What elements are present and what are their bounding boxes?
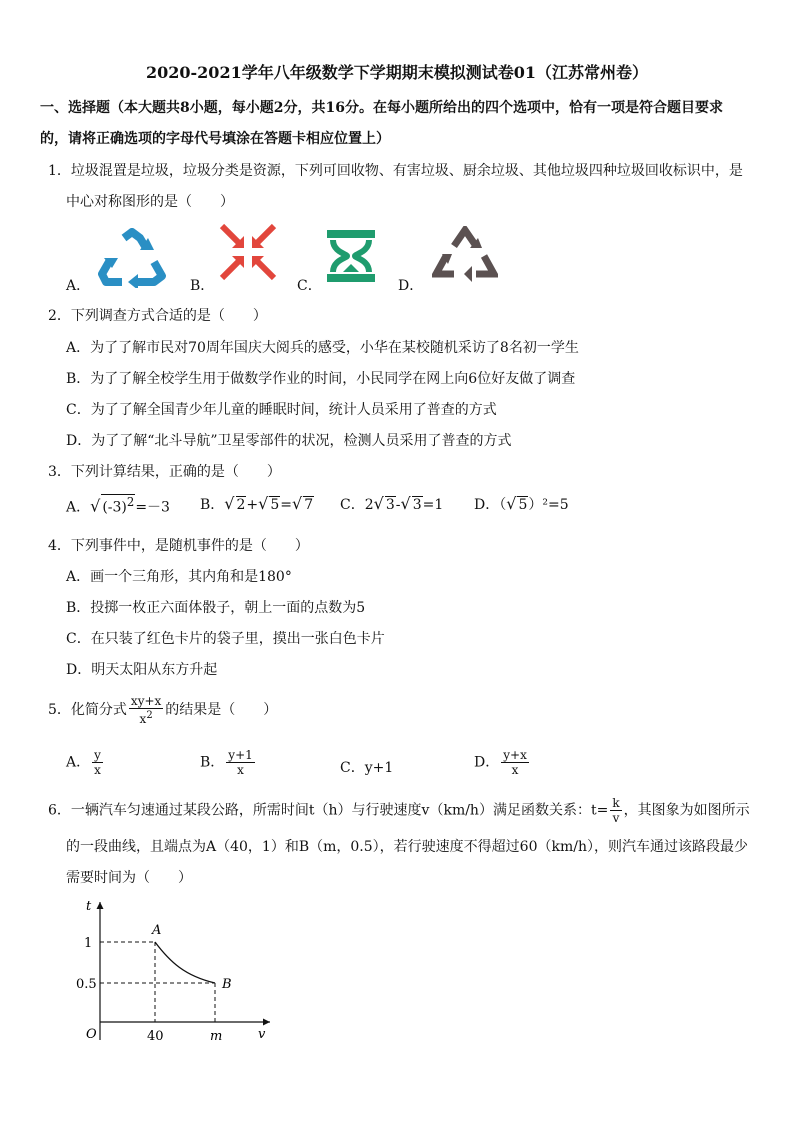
q5-option-a: A． $\frac{y}{x}$	[66, 748, 101, 777]
page-title: 2020-2021学年八年级数学下学期期末模拟测试卷01（江苏常州卷）	[146, 63, 648, 82]
other-waste-icon	[432, 226, 498, 282]
q4-option-d: D．明天太阳从东方升起	[66, 662, 218, 678]
tick-label-0-5: 0.5	[76, 977, 97, 992]
origin-label: O	[86, 1027, 97, 1042]
q1-stem-line2: 中心对称图形的是（ ）	[66, 194, 234, 210]
tick-label-40: 40	[147, 1029, 164, 1044]
point-a-label: A	[152, 923, 162, 938]
section-heading-line1: 一、选择题（本大题共8小题，每小题2分，共16分。在每小题所给出的四个选项中，恰有一项是符合题目要求	[40, 100, 723, 116]
recycle-icon	[96, 228, 168, 288]
q6-stem-line2: 的一段曲线，且端点为A（40，1）和B（m，0.5），若行驶速度不得超过60（km/h），则汽车通过该路段最少	[66, 839, 748, 855]
q3-stem: 3．下列计算结果，正确的是（ ）	[48, 464, 281, 480]
q1-stem-line1: 1．垃圾混置是垃圾，垃圾分类是资源，下列可回收物、有害垃圾、厨余垃圾、其他垃圾四种垃圾回收标识中，是	[48, 163, 743, 179]
q5-option-d: D． $\frac{y+x}{x}$	[474, 748, 527, 777]
q3-option-a: A．√ $(-3)^2=-3$	[66, 495, 170, 516]
q1-option-c-label: C．	[297, 278, 322, 294]
q2-stem: 2．下列调查方式合适的是（ ）	[48, 308, 267, 324]
q2-option-d: D．为了了解“北斗导航”卫星零部件的状况，检测人员采用了普查的方式	[66, 433, 512, 449]
q5-option-c: C．y+1	[340, 760, 394, 776]
x-axis-label: v	[258, 1027, 266, 1042]
q2-option-c: C．为了了解全国青少年儿童的睡眠时间，统计人员采用了普查的方式	[66, 402, 497, 418]
q2-option-a: A．为了了解市民对70周年国庆大阅兵的感受，小华在某校随机采访了8名初一学生	[66, 340, 579, 356]
q1-option-d-label: D．	[398, 278, 424, 294]
tick-label-1: 1	[84, 936, 93, 951]
q3-option-b: B．√ 2+√ 5=√ 7	[200, 494, 314, 513]
q1-option-b-label: B．	[190, 278, 215, 294]
q2-option-b: B．为了了解全校学生用于做数学作业的时间，小民同学在网上向6位好友做了调查	[66, 371, 576, 387]
section-heading-line2: 的，请将正确选项的字母代号填涂在答题卡相应位置上）	[40, 131, 390, 147]
q6-stem-line1: 6．一辆汽车匀速通过某段公路，所需时间t（h）与行驶速度v（km/h）满足函数关系：t= $\frac{k}{v}$ ，其图象为如图所示	[48, 796, 750, 825]
q3-option-d: D．（√ 5）²=5	[474, 494, 569, 513]
q4-stem: 4．下列事件中，是随机事件的是（ ）	[48, 538, 309, 554]
q6-stem-line3: 需要时间为（ ）	[66, 870, 192, 886]
point-b-label: B	[222, 977, 232, 992]
q4-option-c: C．在只装了红色卡片的袋子里，摸出一张白色卡片	[66, 631, 385, 647]
hazardous-waste-icon	[218, 222, 278, 282]
q1-option-a-label: A．	[66, 278, 91, 294]
q3-option-c: C．2√ 3-√ 3=1	[340, 494, 444, 513]
q5-stem: 5．化简分式 $\frac{xy+x}{x^2}$ 的结果是（ ）	[48, 694, 278, 726]
q6-graph	[60, 890, 280, 1050]
y-axis-label: t	[86, 899, 92, 914]
tick-label-m: m	[210, 1029, 223, 1044]
kitchen-waste-icon	[325, 228, 377, 284]
curve-ab	[155, 942, 215, 983]
q5-option-b: B． $\frac{y+1}{x}$	[200, 748, 253, 777]
q4-option-b: B．投掷一枚正六面体骰子，朝上一面的点数为5	[66, 600, 366, 616]
q4-option-a: A．画一个三角形，其内角和是180°	[66, 569, 292, 585]
